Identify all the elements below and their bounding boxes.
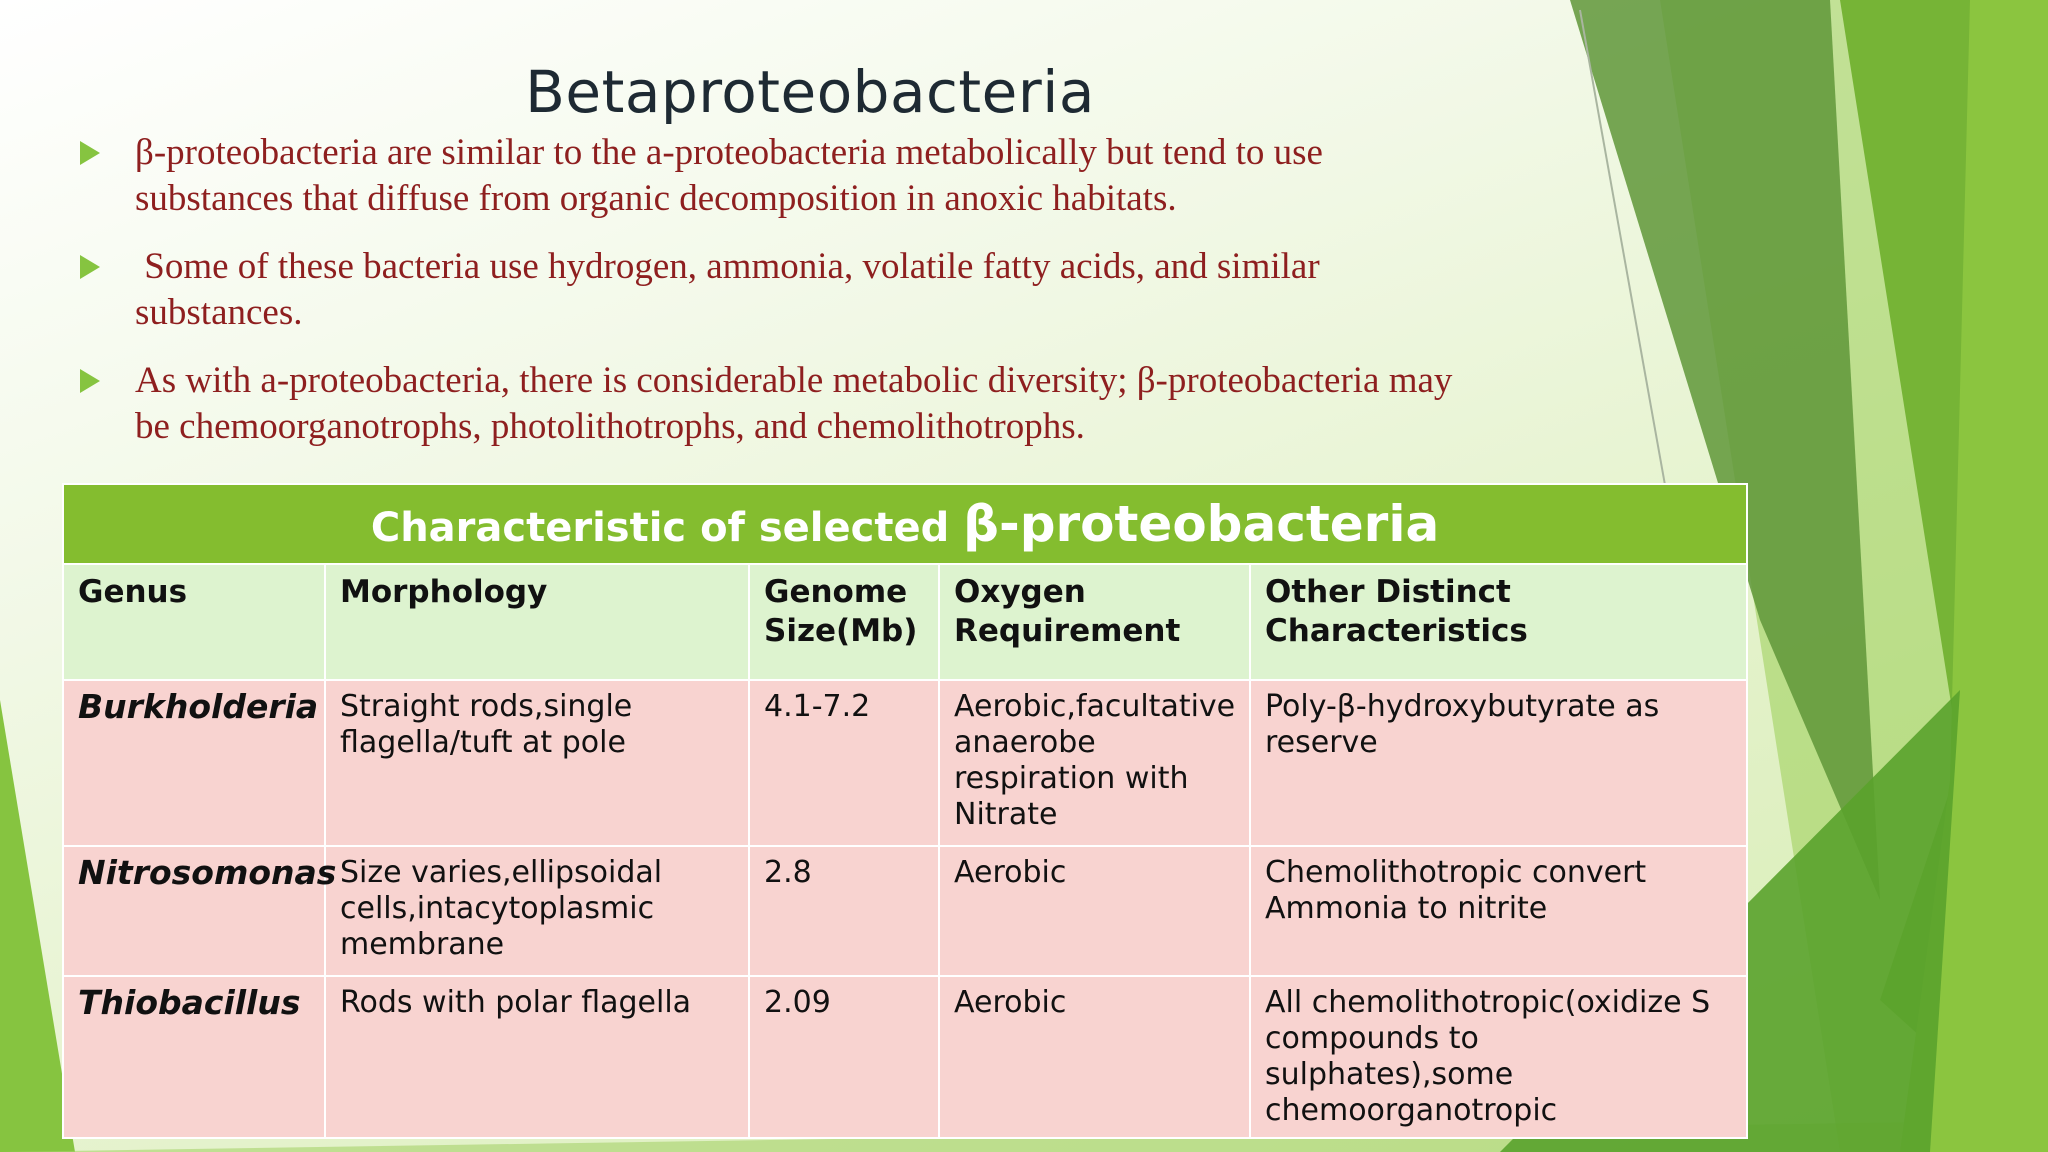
bullet-text: As with a-proteobacteria, there is considerable metabolic diversity; β-proteobacteria may be chemoorganotrophs, photolithotrophs, and chemolithotrophs. (135, 360, 1453, 447)
table-header-row (63, 564, 1747, 680)
bacteria-table (62, 483, 1748, 1139)
triangle-bullet-icon (80, 255, 100, 279)
table-caption-row (63, 484, 1747, 564)
cell-genome-size: 2.09 (749, 976, 939, 1138)
bullet-text: β-proteobacteria are similar to the a-proteobacteria metabolically but tend to use substances that diffuse from organic decomposition in anoxic habitats. (135, 132, 1323, 219)
cell-other-characteristics: Poly-β-hydroxybutyrate as reserve (1250, 680, 1747, 846)
cell-genus: Nitrosomonas (63, 846, 325, 976)
bullet-list (78, 130, 1458, 472)
cell-genus: Burkholderia (63, 680, 325, 846)
cell-other-characteristics: Chemolithotropic convert Ammonia to nitrite (1250, 846, 1747, 976)
table-row (63, 846, 1747, 976)
triangle-bullet-icon (80, 141, 100, 165)
triangle-bullet-icon (80, 369, 100, 393)
header-morphology: Morphology (325, 564, 749, 680)
table-caption-prefix: Characteristic of selected (370, 505, 964, 551)
header-genome-size: Genome Size(Mb) (749, 564, 939, 680)
cell-oxygen-requirement: Aerobic (939, 976, 1250, 1138)
header-genus: Genus (63, 564, 325, 680)
table-row (63, 976, 1747, 1138)
cell-oxygen-requirement: Aerobic,facultative anaerobe respiration with Nitrate (939, 680, 1250, 846)
cell-morphology: Rods with polar flagella (325, 976, 749, 1138)
cell-morphology: Size varies,ellipsoidal cells,intacytoplasmic membrane (325, 846, 749, 976)
table-caption (63, 484, 1747, 564)
slide-title: Betaproteobacteria (525, 58, 1095, 126)
cell-genome-size: 4.1-7.2 (749, 680, 939, 846)
header-oxygen-requirement: Oxygen Requirement (939, 564, 1250, 680)
cell-genome-size: 2.8 (749, 846, 939, 976)
cell-oxygen-requirement: Aerobic (939, 846, 1250, 976)
bullet-text: Some of these bacteria use hydrogen, ammonia, volatile fatty acids, and similar substances. (135, 246, 1329, 333)
cell-other-characteristics: All chemolithotropic(oxidize S compounds to sulphates),some chemoorganotropic (1250, 976, 1747, 1138)
table-caption-emphasis: β-proteobacteria (963, 495, 1440, 553)
cell-genus: Thiobacillus (63, 976, 325, 1138)
header-other-characteristics: Other Distinct Characteristics (1250, 564, 1747, 680)
cell-morphology: Straight rods,single flagella/tuft at pole (325, 680, 749, 846)
bullet-item (78, 358, 1458, 450)
bacteria-table-container (62, 483, 1746, 1139)
table-row (63, 680, 1747, 846)
bullet-item (78, 244, 1458, 336)
bullet-item (78, 130, 1458, 222)
